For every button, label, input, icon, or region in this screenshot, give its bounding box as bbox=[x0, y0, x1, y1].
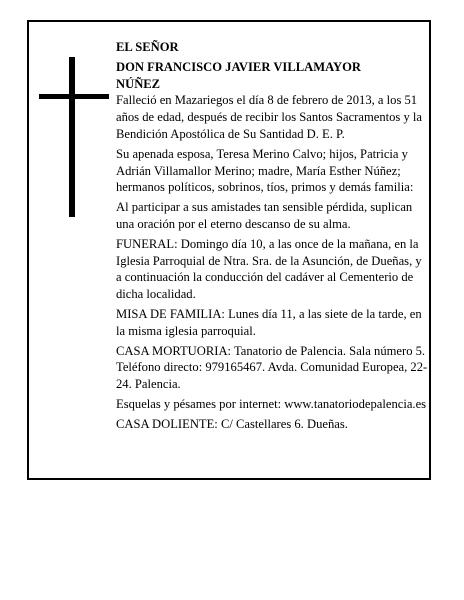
funeral-details: FUNERAL: Domingo día 10, a las once de la mañana, en la Iglesia Parroquial de Ntra. Sra. de la Asunción, de Dueñas, y a continuación la conducción del cadáver al Cementerio de dicha localidad. bbox=[116, 236, 422, 302]
obituary-notice bbox=[27, 20, 431, 480]
cross-icon bbox=[39, 57, 109, 217]
cross-vertical-bar bbox=[69, 57, 75, 217]
funeral-home-details: CASA MORTUORIA: Tanatorio de Palencia. Sala número 5. Teléfono directo: 979165467. Avda. Comunidad Europea, 22-24. Palencia. bbox=[116, 343, 428, 392]
family-mass-details: MISA DE FAMILIA: Lunes día 11, a las siete de la tarde, en la misma iglesia parroquial. bbox=[116, 306, 422, 338]
mourning-house: CASA DOLIENTE: C/ Castellares 6. Dueñas. bbox=[116, 416, 348, 431]
cross-horizontal-bar bbox=[39, 94, 109, 99]
family-list: Su apenada esposa, Teresa Merino Calvo; hijos, Patricia y Adrián Villamallor Merino; madre, María Esther Núñez; hermanos políticos, sobrinos, tíos, primos y demás familia: bbox=[116, 146, 414, 195]
notice-title: EL SEÑOR bbox=[116, 40, 179, 54]
notice-text bbox=[116, 39, 428, 436]
deceased-name-line-2: NÚÑEZ bbox=[116, 76, 161, 91]
deceased-name-line-1: DON FRANCISCO JAVIER VILLAMAYOR bbox=[116, 59, 362, 74]
prayer-request: Al participar a sus amistades tan sensible pérdida, suplican una oración por el eterno descanso de su alma. bbox=[116, 200, 413, 231]
death-announcement: Falleció en Mazariegos el día 8 de febrero de 2013, a los 51 años de edad, después de recibir los Santos Sacramentos y la Bendición Apostólica de Su Santidad D. E. P. bbox=[116, 93, 423, 141]
online-condolences: Esquelas y pésames por internet: www.tanatoriodepalencia.es bbox=[116, 396, 427, 411]
